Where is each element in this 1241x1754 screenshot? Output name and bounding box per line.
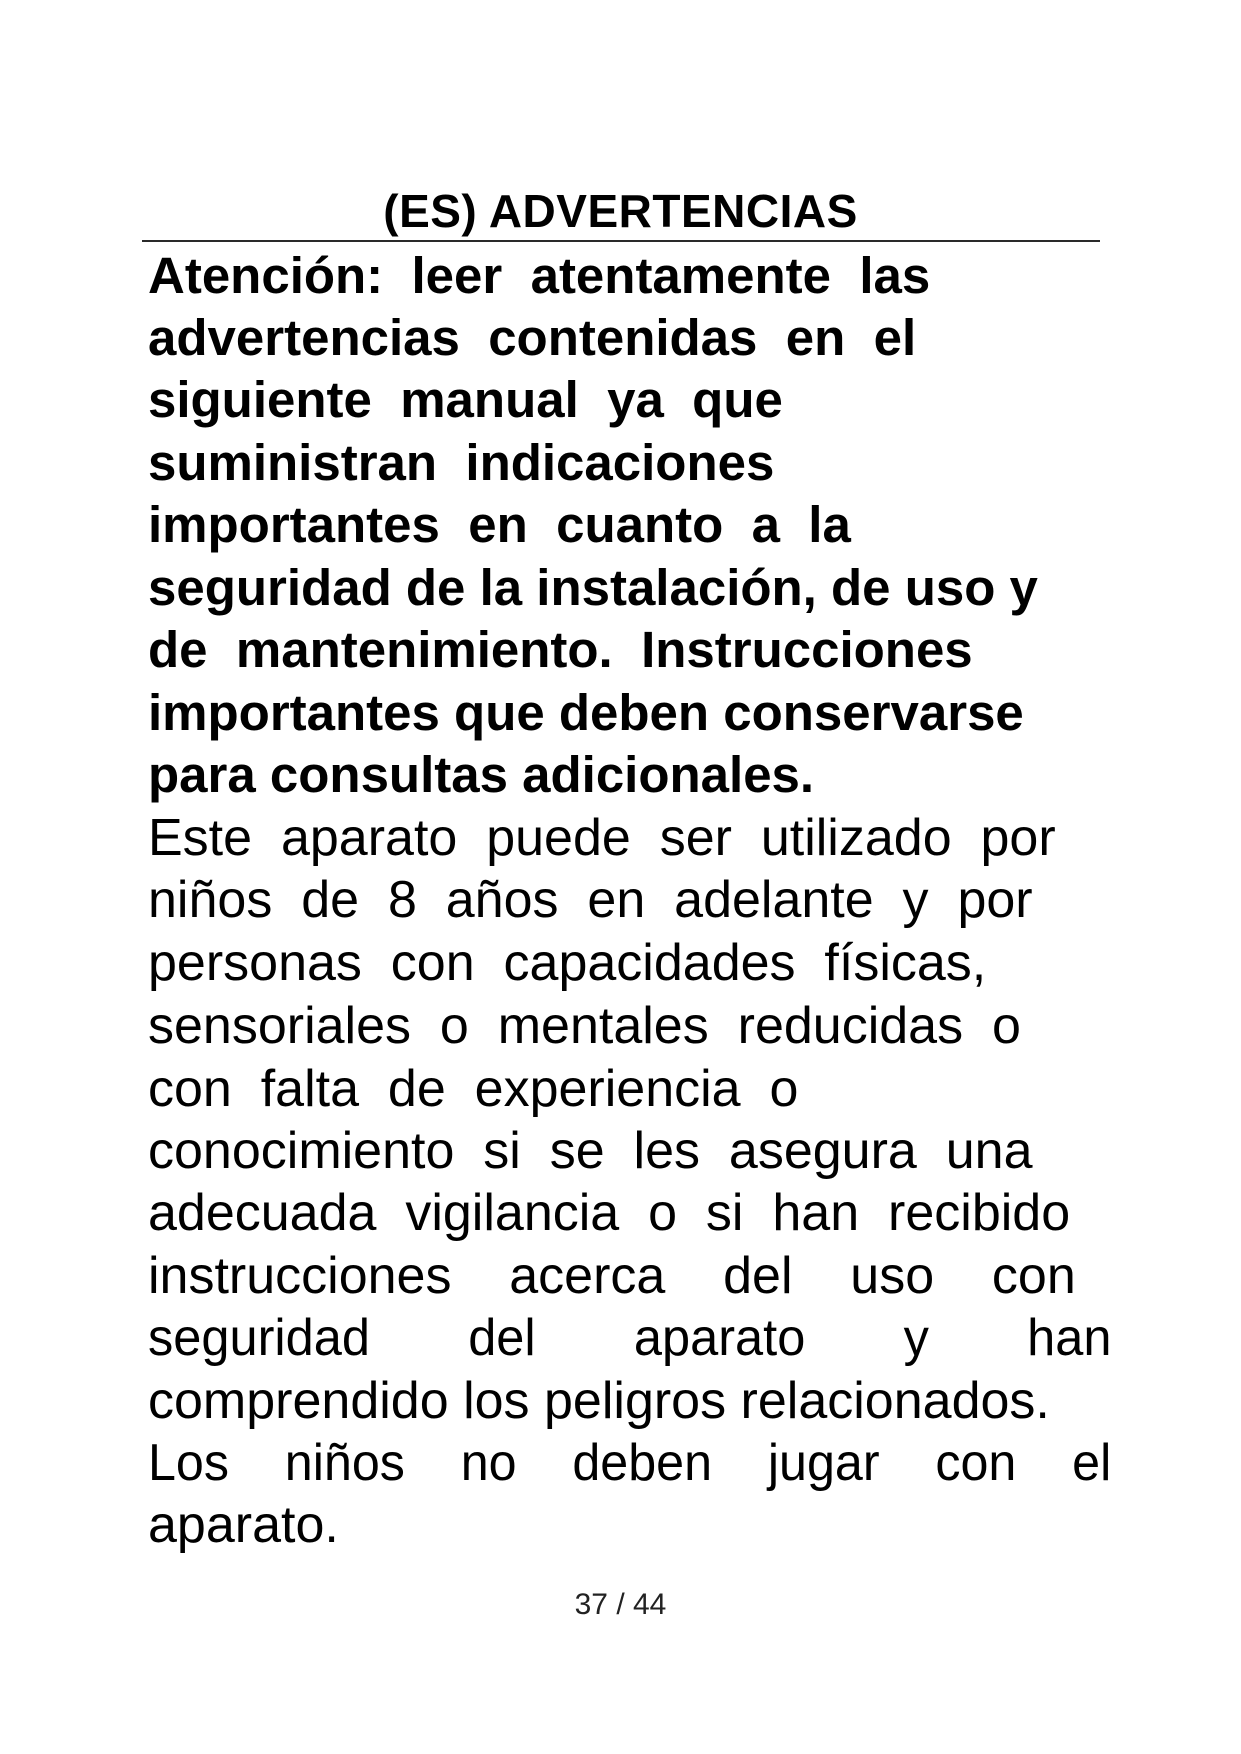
body-line: conocimiento si se les asegura una [148,1122,1033,1180]
body-line: Los niños no deben jugar con el [148,1434,1112,1492]
section-heading: (ES) ADVERTENCIAS [383,185,858,237]
warning-line: Atención: leer atentamente las [148,247,931,304]
body-line: comprendido los peligros relacionados. [148,1372,1050,1430]
body-line: niños de 8 años en adelante y por [148,871,1033,929]
warning-line: de mantenimiento. Instrucciones [148,621,973,678]
warning-line: suministran indicaciones [148,434,775,491]
body-line: instrucciones acerca del uso con [148,1247,1076,1305]
warning-line: advertencias contenidas en el [148,309,917,366]
warning-line: seguridad de la instalación, de uso y [148,559,1038,616]
warning-line: importantes en cuanto a la [148,496,851,553]
body-line: Este aparato puede ser utilizado por [148,809,1056,867]
body-line: con falta de experiencia o [148,1060,799,1118]
warning-line: para consultas adicionales. [148,746,815,803]
warning-line: importantes que deben conservarse [148,684,1024,741]
body-line: personas con capacidades físicas, [148,934,987,992]
heading-underline [142,240,1100,242]
body-line: adecuada vigilancia o si han recibido [148,1184,1071,1242]
body-line: seguridad del aparato y han [148,1309,1112,1367]
page-number: 37 / 44 [574,1588,667,1621]
warning-line: siguiente manual ya que [148,371,783,428]
body-line: aparato. [148,1496,339,1554]
body-line: sensoriales o mentales reducidas o [148,997,1021,1055]
